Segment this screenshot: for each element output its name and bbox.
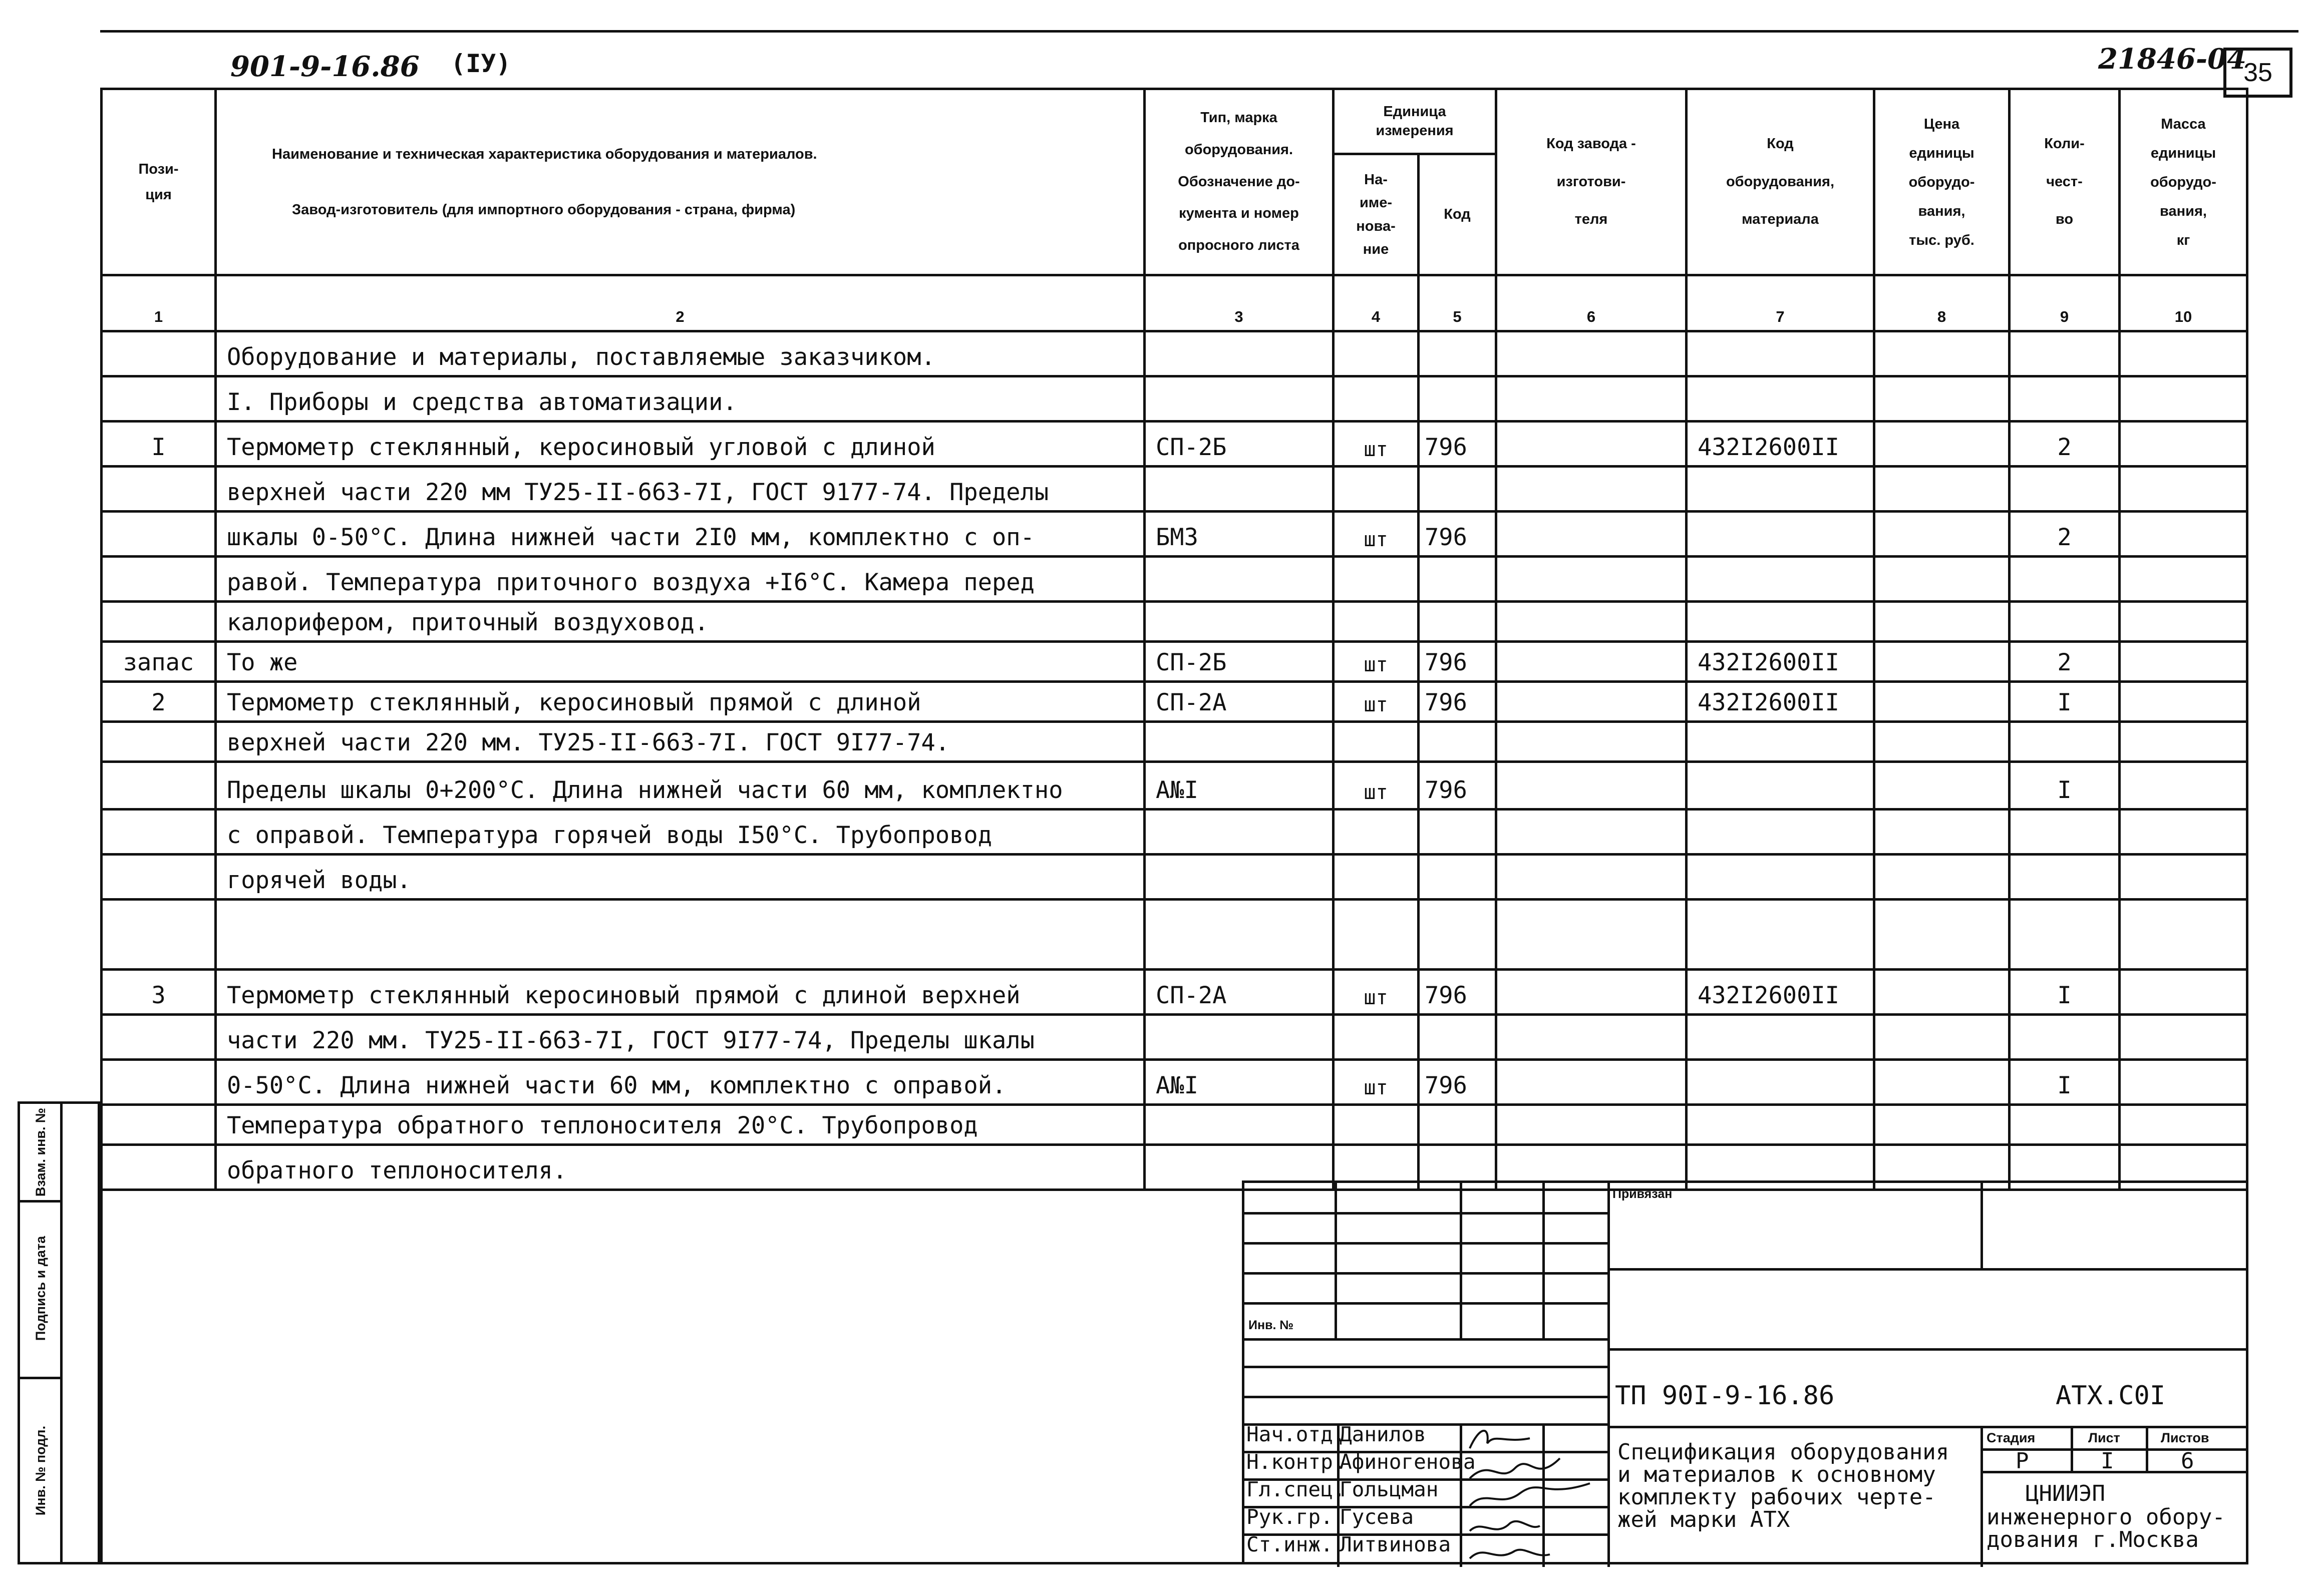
- sheets-value: 6: [2181, 1448, 2194, 1474]
- cell-factory-code: [1496, 762, 1687, 810]
- cell-unit-code: [1419, 855, 1496, 900]
- cell-mass: [2120, 602, 2247, 642]
- colnum-1: 1: [102, 275, 216, 331]
- cell-equipment-code: [1687, 467, 1874, 512]
- drawing-mark: АТХ.С0I: [2056, 1381, 2166, 1411]
- cell-type: СП-2Б: [1145, 642, 1334, 682]
- cell-unit-code: [1419, 1105, 1496, 1145]
- cell-quantity: [2010, 1105, 2120, 1145]
- cell-price: [1874, 970, 2010, 1015]
- cell-position: [102, 900, 216, 970]
- cell-equipment-code: [1687, 376, 1874, 422]
- cell-unit-code: 796: [1419, 970, 1496, 1015]
- cell-quantity: [2010, 855, 2120, 900]
- cell-position: [102, 1145, 216, 1190]
- cell-factory-code: [1496, 331, 1687, 376]
- cell-price: [1874, 810, 2010, 855]
- cell-unit: [1334, 467, 1419, 512]
- org-line-2: инженерного обору-: [1987, 1504, 2225, 1530]
- role-head-dept: Нач.отд.: [1246, 1422, 1346, 1446]
- cell-type: [1145, 855, 1334, 900]
- cell-factory-code: [1496, 422, 1687, 467]
- colnum-5: 5: [1419, 275, 1496, 331]
- table-row: [102, 855, 2247, 900]
- table-row: [102, 557, 2247, 602]
- cell-unit-code: [1419, 467, 1496, 512]
- cell-unit: [1334, 602, 1419, 642]
- cell-unit-code: 796: [1419, 512, 1496, 557]
- column-numbers-row: [102, 275, 2247, 331]
- cell-position: 2: [102, 682, 216, 722]
- role-chief-specialist: Гл.спец.: [1246, 1477, 1346, 1501]
- cell-name: То же: [216, 642, 1145, 682]
- cell-price: [1874, 900, 2010, 970]
- cell-quantity: [2010, 467, 2120, 512]
- specification-table: [100, 88, 2248, 1191]
- cell-price: [1874, 602, 2010, 642]
- cell-type: [1145, 900, 1334, 970]
- header-name-line1: Наименование и техническая характеристика оборудования и материалов.: [272, 146, 817, 162]
- table-row: [102, 970, 2247, 1015]
- cell-mass: [2120, 331, 2247, 376]
- header-unit-group: Единица измерения: [1334, 89, 1496, 154]
- cell-unit: [1334, 810, 1419, 855]
- cell-factory-code: [1496, 376, 1687, 422]
- header-name-line2: Завод-изготовитель (для импортного оборудования - страна, фирма): [292, 201, 796, 218]
- cell-price: [1874, 682, 2010, 722]
- cell-name: Оборудование и материалы, поставляемые заказчиком.: [216, 331, 1145, 376]
- cell-quantity: [2010, 557, 2120, 602]
- cell-equipment-code: [1687, 1060, 1874, 1105]
- cell-price: [1874, 722, 2010, 762]
- cell-factory-code: [1496, 810, 1687, 855]
- header-equipment-code: Код оборудования, материала: [1687, 89, 1874, 275]
- document-code: ТП 90I-9-16.86: [1615, 1381, 1835, 1411]
- frame-top-line: [100, 30, 2298, 33]
- cell-unit: [1334, 855, 1419, 900]
- sheet-number: 35: [2223, 48, 2292, 98]
- margin-label-original-inv: Инв. № подл.: [33, 1425, 49, 1516]
- cell-factory-code: [1496, 900, 1687, 970]
- table-row: [102, 1060, 2247, 1105]
- cell-equipment-code: 432I2600II: [1687, 422, 1874, 467]
- cell-position: [102, 1015, 216, 1060]
- table-row: [102, 722, 2247, 762]
- header-name: [216, 89, 1145, 275]
- table-row: [102, 762, 2247, 810]
- cell-price: [1874, 1015, 2010, 1060]
- colnum-9: 9: [2010, 275, 2120, 331]
- cell-price: [1874, 376, 2010, 422]
- table-row: [102, 810, 2247, 855]
- cell-unit: [1334, 557, 1419, 602]
- cell-mass: [2120, 970, 2247, 1015]
- table-row: [102, 422, 2247, 467]
- colnum-4: 4: [1334, 275, 1419, 331]
- cell-equipment-code: 432I2600II: [1687, 970, 1874, 1015]
- cell-name: шкалы 0-50°С. Длина нижней части 2I0 мм, комплектно с оп-: [216, 512, 1145, 557]
- name-head-dept: Данилов: [1340, 1422, 1426, 1446]
- table-row: [102, 1105, 2247, 1145]
- cell-unit: [1334, 331, 1419, 376]
- cell-unit: шт: [1334, 682, 1419, 722]
- margin-label-signature-date: Подпись и дата: [33, 1236, 49, 1341]
- cell-unit-code: [1419, 810, 1496, 855]
- cell-unit: [1334, 722, 1419, 762]
- table-row: [102, 1015, 2247, 1060]
- attached-label: Привязан: [1612, 1187, 1673, 1201]
- cell-factory-code: [1496, 970, 1687, 1015]
- cell-mass: [2120, 376, 2247, 422]
- cell-position: [102, 810, 216, 855]
- cell-equipment-code: [1687, 900, 1874, 970]
- cell-mass: [2120, 557, 2247, 602]
- cell-equipment-code: [1687, 331, 1874, 376]
- sheet-roman-number: (IУ): [451, 49, 511, 78]
- cell-price: [1874, 467, 2010, 512]
- cell-position: запас: [102, 642, 216, 682]
- cell-unit-code: 796: [1419, 642, 1496, 682]
- cell-unit: [1334, 900, 1419, 970]
- cell-type: БМ3: [1145, 512, 1334, 557]
- cell-type: [1145, 1015, 1334, 1060]
- cell-type: СП-2Б: [1145, 422, 1334, 467]
- cell-mass: [2120, 900, 2247, 970]
- table-row: [102, 512, 2247, 557]
- sheets-label: Листов: [2161, 1430, 2209, 1445]
- sheet-label: Лист: [2088, 1430, 2120, 1445]
- cell-unit: шт: [1334, 762, 1419, 810]
- colnum-6: 6: [1496, 275, 1687, 331]
- cell-quantity: I: [2010, 762, 2120, 810]
- name-chief-specialist: Гольцман: [1340, 1477, 1439, 1501]
- org-line-3: дования г.Москва: [1987, 1527, 2199, 1552]
- cell-price: [1874, 557, 2010, 602]
- stage-value: Р: [2016, 1448, 2029, 1474]
- cell-quantity: I: [2010, 1060, 2120, 1105]
- cell-quantity: [2010, 1015, 2120, 1060]
- cell-position: [102, 602, 216, 642]
- header-unit-name: На- име- нова- ние: [1334, 154, 1419, 275]
- cell-quantity: [2010, 722, 2120, 762]
- cell-equipment-code: [1687, 810, 1874, 855]
- table-row: [102, 682, 2247, 722]
- cell-unit-code: [1419, 331, 1496, 376]
- cell-name: калорифером, приточный воздуховод.: [216, 602, 1145, 642]
- colnum-3: 3: [1145, 275, 1334, 331]
- org-line-1: ЦНИИЭП: [2026, 1481, 2105, 1506]
- cell-unit: шт: [1334, 1060, 1419, 1105]
- cell-equipment-code: [1687, 855, 1874, 900]
- cell-name: Термометр стеклянный керосиновый прямой с длиной верхней: [216, 970, 1145, 1015]
- header-unit-price: Цена единицы оборудо- вания, тыс. руб.: [1874, 89, 2010, 275]
- cell-mass: [2120, 1060, 2247, 1105]
- cell-type: А№I: [1145, 1060, 1334, 1105]
- cell-unit-code: 796: [1419, 1060, 1496, 1105]
- cell-type: [1145, 331, 1334, 376]
- cell-unit-code: [1419, 376, 1496, 422]
- colnum-10: 10: [2120, 275, 2247, 331]
- cell-unit-code: [1419, 602, 1496, 642]
- cell-position: [102, 1060, 216, 1105]
- cell-name: с оправой. Температура горячей воды I50°С. Трубопровод: [216, 810, 1145, 855]
- cell-quantity: I: [2010, 682, 2120, 722]
- table-row: [102, 467, 2247, 512]
- specification-rows: [102, 331, 2247, 1190]
- cell-position: [102, 557, 216, 602]
- title-block: [1242, 1180, 2246, 1564]
- role-group-lead: Рук.гр.: [1246, 1505, 1333, 1529]
- colnum-8: 8: [1874, 275, 2010, 331]
- cell-quantity: 2: [2010, 642, 2120, 682]
- inventory-label: Инв. №: [1248, 1318, 1294, 1332]
- sheet-value: I: [2101, 1448, 2114, 1474]
- cell-mass: [2120, 422, 2247, 467]
- cell-mass: [2120, 467, 2247, 512]
- role-norm-control: Н.контр.: [1246, 1450, 1346, 1474]
- cell-factory-code: [1496, 642, 1687, 682]
- cell-unit-code: [1419, 722, 1496, 762]
- cell-quantity: I: [2010, 970, 2120, 1015]
- cell-name: 0-50°С. Длина нижней части 60 мм, комплектно с оправой.: [216, 1060, 1145, 1105]
- cell-unit: [1334, 376, 1419, 422]
- cell-factory-code: [1496, 467, 1687, 512]
- cell-name: I. Приборы и средства автоматизации.: [216, 376, 1145, 422]
- margin-label-replace-inv: Взам. инв. №: [33, 1107, 49, 1196]
- cell-factory-code: [1496, 682, 1687, 722]
- cell-unit-code: 796: [1419, 422, 1496, 467]
- cell-equipment-code: [1687, 1015, 1874, 1060]
- cell-price: [1874, 512, 2010, 557]
- description-line-4: жей марки АТХ: [1617, 1507, 1790, 1532]
- cell-factory-code: [1496, 1105, 1687, 1145]
- cell-unit-code: [1419, 900, 1496, 970]
- cell-type: [1145, 810, 1334, 855]
- cell-type: [1145, 467, 1334, 512]
- cell-mass: [2120, 855, 2247, 900]
- table-row: [102, 376, 2247, 422]
- cell-equipment-code: [1687, 762, 1874, 810]
- cell-equipment-code: 432I2600II: [1687, 682, 1874, 722]
- cell-equipment-code: [1687, 722, 1874, 762]
- cell-factory-code: [1496, 722, 1687, 762]
- cell-type: СП-2А: [1145, 682, 1334, 722]
- header-type: Тип, марка оборудования. Обозначение до- кумента и номер опросного листа: [1145, 89, 1334, 275]
- cell-equipment-code: [1687, 512, 1874, 557]
- colnum-7: 7: [1687, 275, 1874, 331]
- cell-mass: [2120, 512, 2247, 557]
- cell-unit-code: 796: [1419, 762, 1496, 810]
- cell-position: [102, 376, 216, 422]
- name-group-lead: Гусева: [1340, 1505, 1414, 1529]
- cell-factory-code: [1496, 1015, 1687, 1060]
- cell-factory-code: [1496, 557, 1687, 602]
- cell-name: горячей воды.: [216, 855, 1145, 900]
- cell-position: [102, 467, 216, 512]
- cell-unit: шт: [1334, 970, 1419, 1015]
- table-row: [102, 331, 2247, 376]
- cell-mass: [2120, 810, 2247, 855]
- cell-quantity: [2010, 331, 2120, 376]
- cell-unit: [1334, 1015, 1419, 1060]
- cell-price: [1874, 422, 2010, 467]
- cell-mass: [2120, 1105, 2247, 1145]
- archive-number-handwritten: 21846-04: [2098, 43, 2246, 76]
- cell-position: [102, 331, 216, 376]
- cell-price: [1874, 331, 2010, 376]
- cell-type: А№I: [1145, 762, 1334, 810]
- colnum-2: 2: [216, 275, 1145, 331]
- cell-name: обратного теплоносителя.: [216, 1145, 1145, 1190]
- margin-strip: [18, 1101, 100, 1564]
- cell-name: верхней части 220 мм. ТУ25-II-663-7I. ГОСТ 9I77-74.: [216, 722, 1145, 762]
- cell-factory-code: [1496, 602, 1687, 642]
- cell-type: [1145, 376, 1334, 422]
- cell-type: [1145, 722, 1334, 762]
- cell-unit: [1334, 1105, 1419, 1145]
- header-unit-mass: Масса единицы оборудо- вания, кг: [2120, 89, 2247, 275]
- cell-unit-code: 796: [1419, 682, 1496, 722]
- cell-type: [1145, 602, 1334, 642]
- cell-price: [1874, 855, 2010, 900]
- cell-quantity: [2010, 900, 2120, 970]
- header-position: Пози- ция: [102, 89, 216, 275]
- cell-factory-code: [1496, 1060, 1687, 1105]
- table-row: [102, 602, 2247, 642]
- name-senior-engineer: Литвинова: [1340, 1532, 1451, 1556]
- table-row: [102, 900, 2247, 970]
- header-unit-code: Код: [1419, 154, 1496, 275]
- cell-type: [1145, 557, 1334, 602]
- cell-mass: [2120, 722, 2247, 762]
- cell-name: Термометр стеклянный, керосиновый угловой с длиной: [216, 422, 1145, 467]
- stage-label: Стадия: [1987, 1430, 2036, 1445]
- cell-factory-code: [1496, 855, 1687, 900]
- description-line-2: и материалов к основному: [1617, 1462, 1936, 1487]
- cell-position: 3: [102, 970, 216, 1015]
- cell-position: [102, 1105, 216, 1145]
- cell-unit: шт: [1334, 512, 1419, 557]
- table-row: [102, 642, 2247, 682]
- cell-price: [1874, 1105, 2010, 1145]
- cell-name: Пределы шкалы 0+200°С. Длина нижней части 60 мм, комплектно: [216, 762, 1145, 810]
- cell-quantity: [2010, 602, 2120, 642]
- cell-unit: шт: [1334, 642, 1419, 682]
- cell-mass: [2120, 682, 2247, 722]
- cell-name: части 220 мм. ТУ25-II-663-7I, ГОСТ 9I77-74, Пределы шкалы: [216, 1015, 1145, 1060]
- cell-quantity: 2: [2010, 512, 2120, 557]
- cell-name: равой. Температура приточного воздуха +I6°С. Камера перед: [216, 557, 1145, 602]
- cell-factory-code: [1496, 512, 1687, 557]
- cell-position: [102, 855, 216, 900]
- cell-quantity: [2010, 810, 2120, 855]
- cell-name: Температура обратного теплоносителя 20°С. Трубопровод: [216, 1105, 1145, 1145]
- cell-name: [216, 900, 1145, 970]
- cell-equipment-code: [1687, 1105, 1874, 1145]
- cell-quantity: [2010, 376, 2120, 422]
- strip-divider: [60, 1104, 63, 1562]
- name-norm-control: Афиногенова: [1340, 1450, 1476, 1474]
- cell-position: I: [102, 422, 216, 467]
- cell-unit: шт: [1334, 422, 1419, 467]
- cell-name: верхней части 220 мм ТУ25-II-663-7I, ГОСТ 9177-74. Пределы: [216, 467, 1145, 512]
- header-quantity: Коли- чест- во: [2010, 89, 2120, 275]
- cell-unit-code: [1419, 557, 1496, 602]
- cell-equipment-code: 432I2600II: [1687, 642, 1874, 682]
- cell-position: [102, 762, 216, 810]
- cell-mass: [2120, 762, 2247, 810]
- cell-equipment-code: [1687, 602, 1874, 642]
- handwritten-signatures: [1460, 1423, 1625, 1567]
- cell-position: [102, 512, 216, 557]
- cell-quantity: 2: [2010, 422, 2120, 467]
- description-line-1: Спецификация оборудования: [1617, 1439, 1949, 1465]
- cell-price: [1874, 642, 2010, 682]
- description-line-3: комплекту рабочих черте-: [1617, 1484, 1936, 1510]
- cell-name: Термометр стеклянный, керосиновый прямой с длиной: [216, 682, 1145, 722]
- role-senior-engineer: Ст.инж.: [1246, 1532, 1333, 1556]
- cell-price: [1874, 1060, 2010, 1105]
- cell-price: [1874, 762, 2010, 810]
- cell-type: [1145, 1105, 1334, 1145]
- cell-mass: [2120, 1015, 2247, 1060]
- header-factory-code: Код завода - изготови- теля: [1496, 89, 1687, 275]
- document-code-handwritten: 901-9-16.86: [230, 50, 420, 83]
- cell-position: [102, 722, 216, 762]
- cell-mass: [2120, 642, 2247, 682]
- cell-equipment-code: [1687, 557, 1874, 602]
- cell-unit-code: [1419, 1015, 1496, 1060]
- cell-type: СП-2А: [1145, 970, 1334, 1015]
